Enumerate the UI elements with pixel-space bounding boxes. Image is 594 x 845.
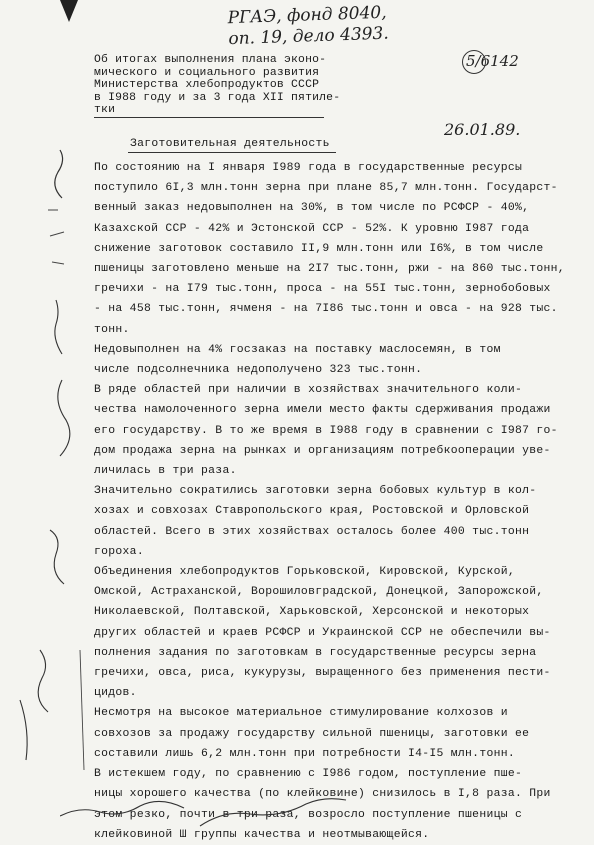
body-text-line: гречихи - на I79 тыс.тонн, проса - на 55I тыс.тонн, зернобобовых xyxy=(94,283,551,296)
section-heading-underline xyxy=(128,152,336,153)
handwritten-margin-notes xyxy=(0,0,92,836)
body-text-line: гороха. xyxy=(94,545,144,558)
body-text-line: ницы хорошего качества (по клейковине) снизилось в I,8 раза. При xyxy=(94,788,551,801)
document-title-line: тки xyxy=(94,104,116,117)
body-text-line: венный заказ недовыполнен на 30%, в том числе по РСФСР - 40%, xyxy=(94,202,530,215)
body-text-line: тонн. xyxy=(94,323,130,336)
handwritten-bottom-notes xyxy=(60,786,380,836)
body-text-line: Объединения хлебопродуктов Горьковской, Кировской, Курской, xyxy=(94,566,515,579)
body-text-line: В ряде областей при наличии в хозяйствах значительного коли- xyxy=(94,384,523,397)
sheet-number: 5/6142 xyxy=(466,52,519,70)
body-text xyxy=(94,158,564,845)
body-text-line: Казахской ССР - 42% и Эстонской ССР - 52%. К уровню I987 года xyxy=(94,222,530,235)
section-heading: Заготовительная деятельность xyxy=(130,138,330,150)
bottom-scribbles xyxy=(60,786,380,836)
body-text-line: - на 458 тыс.тонн, ячменя - на 7I86 тыс.тонн и овса - на 928 тыс. xyxy=(94,303,558,316)
body-text-line: его государству. В то же время в I988 году в сравнении с I987 го- xyxy=(94,424,558,437)
body-text-line: полнения задания по заготовкам в государственные ресурсы зерна xyxy=(94,646,537,659)
document-title-line: мического и социального развития xyxy=(94,66,320,79)
body-text-line: В истекшем году, по сравнению с I986 годом, поступление пше- xyxy=(94,768,523,781)
body-text-line: совхозов за продажу государству сильной пшеницы, заготовки ее xyxy=(94,727,530,740)
body-text-line: чества намолоченного зерна имели место факты сдерживания продажи xyxy=(94,404,551,417)
archive-reference-line-1: РГАЭ, фонд 8040, xyxy=(227,2,387,29)
body-text-line: хозах и совхозах Ставропольского края, Ростовской и Орловской xyxy=(94,505,530,518)
body-text-line: дом продажа зерна на рынках и организациям потребкооперации уве- xyxy=(94,444,551,457)
document-title-line: Министерства хлебопродуктов СССР xyxy=(94,79,320,92)
body-text-line: числе подсолнечника недополучено 323 тыс.тонн. xyxy=(94,364,423,377)
body-text-line: Омской, Астраханской, Ворошиловградской, Донецкой, Запорожской, xyxy=(94,586,544,599)
document-title-line: в I988 году и за 3 года XII пятиле- xyxy=(94,91,341,104)
body-text-line: пшеницы заготовлено меньше на 2I7 тыс.тонн, ржи - на 860 тыс.тонн, xyxy=(94,263,565,276)
body-text-line: Несмотря на высокое материальное стимулирование колхозов и xyxy=(94,707,508,720)
document-title-line: Об итогах выполнения плана эконо- xyxy=(94,54,327,66)
handwritten-date: 26.01.89. xyxy=(444,120,521,139)
document-title xyxy=(94,54,354,117)
body-text-line: Недовыполнен на 4% госзаказ на поставку маслосемян, в том xyxy=(94,343,501,356)
body-text-line: областей. Всего в этих хозяйствах осталось более 400 тыс.тонн xyxy=(94,525,530,538)
body-text-line: гречихи, овса, риса, кукурузы, выращенного без применения пести- xyxy=(94,667,551,680)
body-text-line: цидов. xyxy=(94,687,137,700)
body-text-line: других областей и краев РСФСР и Украинской ССР не обеспечили вы- xyxy=(94,626,551,639)
archive-reference xyxy=(227,0,468,50)
body-text-line: Николаевской, Полтавской, Харьковской, Херсонской и некоторых xyxy=(94,606,530,619)
body-text-line: этом резко, почти в три раза, возросло поступление пшеницы с xyxy=(94,808,523,821)
title-underline xyxy=(94,117,324,118)
body-text-line: личилась в три раза. xyxy=(94,465,237,478)
archive-reference-line-2: оп. 19, дело 4393. xyxy=(228,23,390,50)
body-text-line: поступило 6I,3 млн.тонн зерна при плане 85,7 млн.тонн. Государст- xyxy=(94,182,558,195)
body-text-line: По состоянию на I января I989 года в государственные ресурсы xyxy=(94,162,523,174)
body-text-line: Значительно сократились заготовки зерна бобовых культур в кол- xyxy=(94,485,537,498)
margin-scribbles xyxy=(0,0,92,836)
body-text-line: составили лишь 6,2 млн.тонн при потребности I4-I5 млн.тонн. xyxy=(94,747,515,760)
body-text-line: снижение заготовок составило II,9 млн.тонн или I6%, в том числе xyxy=(94,242,544,255)
body-text-line: клейковиной Ш группы качества и неотмывающейся. xyxy=(94,828,430,841)
